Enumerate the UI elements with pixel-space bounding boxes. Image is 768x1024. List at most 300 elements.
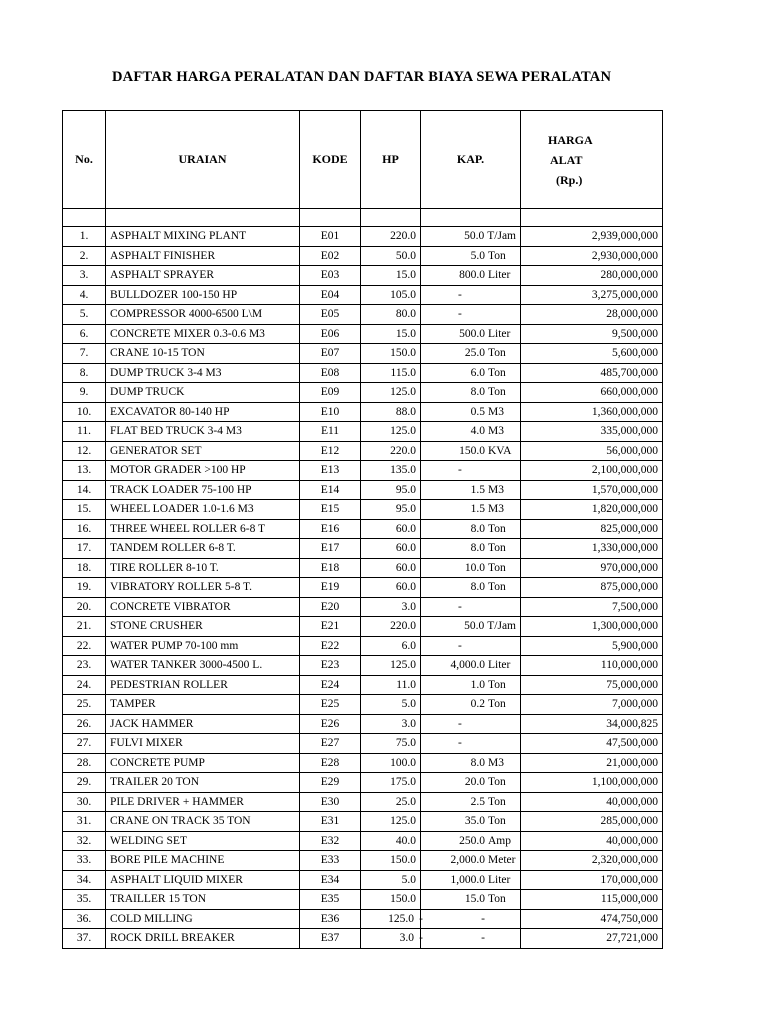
row-hp: 100.0 [361, 753, 421, 773]
row-uraian: CONCRETE VIBRATOR [106, 597, 300, 617]
row-harga: 1,820,000,000 [521, 500, 663, 520]
row-uraian: THREE WHEEL ROLLER 6-8 T [106, 519, 300, 539]
row-no: 15. [63, 500, 106, 520]
table-row [63, 675, 663, 695]
row-kap-unit: M3 [488, 756, 504, 769]
row-kap-content [425, 422, 516, 440]
row-no: 30. [63, 792, 106, 812]
row-no: 20. [63, 597, 106, 617]
row-kap [421, 519, 521, 539]
row-kap-value: 8.0 [470, 386, 485, 399]
row-hp: 60.0 [361, 558, 421, 578]
row-kap [421, 227, 521, 247]
row-harga: 3,275,000,000 [521, 285, 663, 305]
row-no: 22. [63, 636, 106, 656]
table-row [63, 617, 663, 637]
table-row [63, 539, 663, 559]
row-kode: E27 [300, 734, 361, 754]
row-kap-value: 50.0 [464, 230, 485, 243]
row-kap-unit: - [458, 717, 462, 730]
row-kap-content [425, 500, 516, 518]
row-uraian: COMPRESSOR 4000-6500 L\M [106, 305, 300, 325]
row-harga: 2,939,000,000 [521, 227, 663, 247]
row-no: 33. [63, 851, 106, 871]
row-kap [421, 266, 521, 286]
row-kap-unit: T/Jam [487, 620, 516, 633]
row-harga: 27,721,000 [521, 929, 663, 949]
row-kode: E02 [300, 246, 361, 266]
row-uraian: TIRE ROLLER 8-10 T. [106, 558, 300, 578]
header-harga-line1: HARGA [548, 132, 593, 147]
row-hp: 50.0 [361, 246, 421, 266]
row-hp: 220.0 [361, 617, 421, 637]
row-kode: E05 [300, 305, 361, 325]
row-kode: E22 [300, 636, 361, 656]
row-no: 9. [63, 383, 106, 403]
row-kap-value: 8.0 [470, 542, 485, 555]
row-kap-unit: - [458, 288, 462, 301]
row-uraian: CONCRETE PUMP [106, 753, 300, 773]
row-kap-content [425, 578, 516, 596]
table-header-row [63, 111, 663, 209]
row-kap-content [425, 851, 516, 869]
row-kap-value: 4.0 [470, 425, 485, 438]
row-kap [421, 753, 521, 773]
row-harga: 1,330,000,000 [521, 539, 663, 559]
row-no: 11. [63, 422, 106, 442]
row-kap-unit: M3 [488, 425, 504, 438]
row-harga: 47,500,000 [521, 734, 663, 754]
row-kap [421, 636, 521, 656]
row-kap [421, 851, 521, 871]
row-harga: 825,000,000 [521, 519, 663, 539]
row-harga: 2,100,000,000 [521, 461, 663, 481]
row-kap [421, 500, 521, 520]
row-kode: E25 [300, 695, 361, 715]
row-hp: 95.0 [361, 500, 421, 520]
row-kode: E06 [300, 324, 361, 344]
row-kap-content [425, 910, 516, 928]
row-kap [421, 734, 521, 754]
row-kode: E01 [300, 227, 361, 247]
row-kap-value: 4,000.0 [450, 659, 485, 672]
row-kap-unit: - [458, 464, 462, 477]
row-no: 3. [63, 266, 106, 286]
row-kode: E37 [300, 929, 361, 949]
equipment-table-viewport [62, 110, 658, 950]
row-kap-unit: - [458, 308, 462, 321]
row-kap-unit: M3 [488, 483, 504, 496]
row-hp: 88.0 [361, 402, 421, 422]
row-uraian: ASPHALT LIQUID MIXER [106, 870, 300, 890]
row-no: 31. [63, 812, 106, 832]
row-kap [421, 578, 521, 598]
row-hp: 125.0 [361, 812, 421, 832]
row-harga: 40,000,000 [521, 831, 663, 851]
row-hp: 125.0 [361, 422, 421, 442]
row-kap-unit: Ton [488, 776, 506, 789]
row-harga: 1,100,000,000 [521, 773, 663, 793]
row-kap-value: 10.0 [464, 561, 485, 574]
table-row [63, 324, 663, 344]
row-uraian: CONCRETE MIXER 0.3-0.6 M3 [106, 324, 300, 344]
row-kap [421, 461, 521, 481]
spacer-row [63, 209, 663, 227]
row-kap-unit: Ton [488, 815, 506, 828]
table-row [63, 812, 663, 832]
header-uraian: URAIAN [106, 111, 300, 209]
row-kap-unit: Ton [488, 386, 506, 399]
row-kap-content [425, 773, 516, 791]
row-kap-unit: Ton [488, 893, 506, 906]
row-kap-content [425, 520, 516, 538]
row-hp: 150.0 [361, 851, 421, 871]
row-kap-content [425, 481, 516, 499]
row-kap-content [425, 266, 516, 284]
row-kap-unit: Ton [488, 249, 506, 262]
table-row [63, 636, 663, 656]
row-kap [421, 831, 521, 851]
row-kap-unit: Ton [488, 347, 506, 360]
table-row [63, 383, 663, 403]
row-hp: 5.0 [361, 695, 421, 715]
row-kap-value: 1,000.0 [450, 873, 485, 886]
row-harga: 335,000,000 [521, 422, 663, 442]
row-no: 13. [63, 461, 106, 481]
row-kap-value: 2,000.0 [450, 854, 485, 867]
row-kode: E29 [300, 773, 361, 793]
row-uraian: EXCAVATOR 80-140 HP [106, 402, 300, 422]
row-kap [421, 246, 521, 266]
row-kap [421, 539, 521, 559]
table-row [63, 461, 663, 481]
row-harga: 660,000,000 [521, 383, 663, 403]
table-row [63, 792, 663, 812]
row-kap-content [425, 793, 516, 811]
row-kap-content [425, 403, 516, 421]
row-uraian: DUMP TRUCK [106, 383, 300, 403]
row-kap-unit: M3 [488, 503, 504, 516]
header-hp: HP [361, 111, 421, 209]
row-no: 19. [63, 578, 106, 598]
row-uraian: PILE DRIVER + HAMMER [106, 792, 300, 812]
row-harga: 75,000,000 [521, 675, 663, 695]
header-kode: KODE [300, 111, 361, 209]
row-kap [421, 617, 521, 637]
row-kap-unit: Ton [488, 678, 506, 691]
table-row [63, 402, 663, 422]
row-kode: E11 [300, 422, 361, 442]
row-kode: E32 [300, 831, 361, 851]
row-kode: E21 [300, 617, 361, 637]
row-hp: 125.0 [361, 383, 421, 403]
table-row [63, 227, 663, 247]
row-hp: 3.0 [361, 597, 421, 617]
row-no: 12. [63, 441, 106, 461]
row-kode: E13 [300, 461, 361, 481]
row-uraian: CRANE ON TRACK 35 TON [106, 812, 300, 832]
row-no: 16. [63, 519, 106, 539]
row-kap-content [425, 364, 516, 382]
row-kap-value: 20.0 [464, 776, 485, 789]
row-no: 17. [63, 539, 106, 559]
row-harga: 7,500,000 [521, 597, 663, 617]
row-hp-value: 125.0 [388, 912, 414, 925]
row-no: 7. [63, 344, 106, 364]
table-row [63, 870, 663, 890]
row-kap [421, 480, 521, 500]
row-uraian: ASPHALT FINISHER [106, 246, 300, 266]
row-kap-value: - [481, 932, 485, 945]
table-row [63, 480, 663, 500]
table-row [63, 909, 663, 929]
row-kode: E19 [300, 578, 361, 598]
row-no: 32. [63, 831, 106, 851]
row-kap-unit: Amp [488, 834, 511, 847]
row-hp: 150.0 [361, 344, 421, 364]
row-uraian: TAMPER [106, 695, 300, 715]
row-kode: E30 [300, 792, 361, 812]
table-row [63, 422, 663, 442]
row-kap-content [425, 383, 516, 401]
row-uraian: TRACK LOADER 75-100 HP [106, 480, 300, 500]
row-kap-content [425, 695, 516, 713]
row-harga: 2,320,000,000 [521, 851, 663, 871]
row-kap-value: 8.0 [470, 756, 485, 769]
row-kap [421, 558, 521, 578]
row-kap-value: - [481, 912, 485, 925]
row-kap-value: 15.0 [464, 893, 485, 906]
row-uraian: TRAILLER 15 TON [106, 890, 300, 910]
row-hp-dash: - [419, 912, 423, 925]
row-uraian: STONE CRUSHER [106, 617, 300, 637]
row-kode: E20 [300, 597, 361, 617]
row-uraian: ASPHALT SPRAYER [106, 266, 300, 286]
row-no: 28. [63, 753, 106, 773]
row-kode: E24 [300, 675, 361, 695]
row-harga: 110,000,000 [521, 656, 663, 676]
header-harga [521, 111, 663, 209]
row-no: 4. [63, 285, 106, 305]
row-uraian: JACK HAMMER [106, 714, 300, 734]
row-no: 27. [63, 734, 106, 754]
row-kap-value: 5.0 [470, 249, 485, 262]
header-harga-line2: ALAT [550, 152, 583, 167]
row-kap [421, 929, 521, 949]
row-kode: E07 [300, 344, 361, 364]
row-kode: E03 [300, 266, 361, 286]
row-kap-value: 500.0 [459, 327, 485, 340]
row-kap [421, 675, 521, 695]
row-hp: 60.0 [361, 578, 421, 598]
row-harga: 34,000,825 [521, 714, 663, 734]
row-uraian: PEDESTRIAN ROLLER [106, 675, 300, 695]
row-uraian: MOTOR GRADER >100 HP [106, 461, 300, 481]
row-harga: 1,570,000,000 [521, 480, 663, 500]
row-kap-unit: Liter [488, 659, 511, 672]
row-kap-content [425, 929, 516, 947]
row-no: 35. [63, 890, 106, 910]
row-kap [421, 870, 521, 890]
row-kap-value: 1.5 [470, 503, 485, 516]
table-row [63, 695, 663, 715]
row-hp-value: 3.0 [399, 932, 414, 945]
table-row [63, 305, 663, 325]
row-harga: 285,000,000 [521, 812, 663, 832]
row-hp: 175.0 [361, 773, 421, 793]
row-harga: 1,360,000,000 [521, 402, 663, 422]
row-harga: 280,000,000 [521, 266, 663, 286]
row-kap-content [425, 286, 516, 304]
table-row [63, 773, 663, 793]
row-no: 10. [63, 402, 106, 422]
row-uraian: WELDING SET [106, 831, 300, 851]
row-kap [421, 890, 521, 910]
row-uraian: ASPHALT MIXING PLANT [106, 227, 300, 247]
row-kap-value: 0.2 [470, 698, 485, 711]
row-no: 29. [63, 773, 106, 793]
row-kap-unit: Liter [488, 873, 511, 886]
row-kap-value: 6.0 [470, 366, 485, 379]
row-uraian: FULVI MIXER [106, 734, 300, 754]
row-kap-content [425, 305, 516, 323]
row-kap [421, 656, 521, 676]
row-kap [421, 422, 521, 442]
row-kap-unit: - [458, 737, 462, 750]
row-uraian: ROCK DRILL BREAKER [106, 929, 300, 949]
row-kap-unit: Liter [488, 269, 511, 282]
row-uraian: WATER PUMP 70-100 mm [106, 636, 300, 656]
row-harga: 1,300,000,000 [521, 617, 663, 637]
table-row [63, 578, 663, 598]
row-hp: 75.0 [361, 734, 421, 754]
table-row [63, 558, 663, 578]
row-kode: E28 [300, 753, 361, 773]
header-no: No. [63, 111, 106, 209]
row-kap-unit: T/Jam [487, 230, 516, 243]
table-row [63, 285, 663, 305]
row-kap-content [425, 812, 516, 830]
row-harga: 485,700,000 [521, 363, 663, 383]
header-kap: KAP. [421, 111, 521, 209]
row-kode: E15 [300, 500, 361, 520]
row-kap [421, 714, 521, 734]
row-harga: 474,750,000 [521, 909, 663, 929]
row-kode: E34 [300, 870, 361, 890]
row-kode: E10 [300, 402, 361, 422]
row-no: 8. [63, 363, 106, 383]
row-hp: 3.0 [361, 714, 421, 734]
row-no: 34. [63, 870, 106, 890]
row-hp: 25.0 [361, 792, 421, 812]
row-kap-unit: Ton [488, 561, 506, 574]
row-kap-content [425, 754, 516, 772]
row-no: 36. [63, 909, 106, 929]
row-uraian: GENERATOR SET [106, 441, 300, 461]
row-harga: 28,000,000 [521, 305, 663, 325]
row-harga: 40,000,000 [521, 792, 663, 812]
row-hp: 60.0 [361, 519, 421, 539]
row-kap-content [425, 461, 516, 479]
row-kap [421, 812, 521, 832]
row-kap-unit: - [458, 600, 462, 613]
table-row [63, 890, 663, 910]
row-harga: 7,000,000 [521, 695, 663, 715]
row-no: 5. [63, 305, 106, 325]
row-kode: E26 [300, 714, 361, 734]
row-hp [361, 909, 421, 929]
row-kap [421, 792, 521, 812]
row-no: 25. [63, 695, 106, 715]
row-kode: E14 [300, 480, 361, 500]
row-uraian: TANDEM ROLLER 6-8 T. [106, 539, 300, 559]
row-hp: 150.0 [361, 890, 421, 910]
row-harga: 970,000,000 [521, 558, 663, 578]
row-kap-content [425, 656, 516, 674]
row-hp: 40.0 [361, 831, 421, 851]
header-harga-line3: (Rp.) [556, 172, 583, 187]
table-row [63, 851, 663, 871]
row-kap [421, 305, 521, 325]
row-kap-value: 800.0 [459, 269, 485, 282]
row-kap-value: 8.0 [470, 522, 485, 535]
row-no: 18. [63, 558, 106, 578]
row-kode: E09 [300, 383, 361, 403]
row-kap [421, 344, 521, 364]
row-kode: E17 [300, 539, 361, 559]
row-harga: 5,600,000 [521, 344, 663, 364]
row-hp: 15.0 [361, 324, 421, 344]
row-harga: 21,000,000 [521, 753, 663, 773]
row-kap-unit: M3 [488, 405, 504, 418]
table-row [63, 441, 663, 461]
row-harga: 170,000,000 [521, 870, 663, 890]
row-kap-content [425, 734, 516, 752]
row-kap-content [425, 637, 516, 655]
row-kap-content [425, 832, 516, 850]
table-row [63, 344, 663, 364]
row-kap-value: 1.5 [470, 483, 485, 496]
row-uraian: TRAILER 20 TON [106, 773, 300, 793]
row-kode: E16 [300, 519, 361, 539]
row-kap [421, 597, 521, 617]
row-kap-value: 0.5 [470, 405, 485, 418]
row-kap-content [425, 715, 516, 733]
row-kap-value: 35.0 [464, 815, 485, 828]
row-no: 24. [63, 675, 106, 695]
row-kap [421, 285, 521, 305]
row-no: 23. [63, 656, 106, 676]
table-row [63, 597, 663, 617]
row-kap [421, 402, 521, 422]
row-kode: E31 [300, 812, 361, 832]
row-kap-content [425, 442, 516, 460]
row-hp: 220.0 [361, 441, 421, 461]
row-harga: 875,000,000 [521, 578, 663, 598]
row-uraian: WATER TANKER 3000-4500 L. [106, 656, 300, 676]
row-harga: 5,900,000 [521, 636, 663, 656]
row-hp: 5.0 [361, 870, 421, 890]
row-kap [421, 383, 521, 403]
row-hp: 125.0 [361, 656, 421, 676]
row-kap [421, 324, 521, 344]
table-row [63, 714, 663, 734]
row-no: 2. [63, 246, 106, 266]
row-kap [421, 773, 521, 793]
row-no: 6. [63, 324, 106, 344]
row-kap-value: 8.0 [470, 581, 485, 594]
row-kap-unit: Ton [488, 698, 506, 711]
